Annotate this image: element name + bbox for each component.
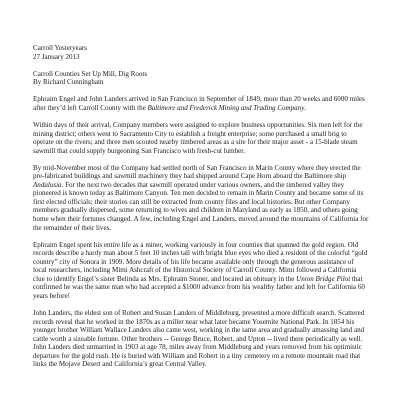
company-name: Baltimore and Frederick Mining and Trading Company [147, 103, 305, 112]
paragraph-3-text: By mid-November most of the Company had settled north of San Francisco in Marin County where they erected the pre-fabricated buildings and sawmill machinery they had shipped around Cape Horn aboard the Baltimore ship [33, 163, 361, 181]
paragraph-4-rest: that confirmed he was the same man who had accepted a $1000 advance from his wealthy father and left for California 60 years before! [33, 274, 365, 300]
date-line: 27 January 2013 [33, 52, 80, 61]
newspaper-name: Union Bridge Pilot [296, 274, 351, 283]
paragraph-1-text: Ephraim Engel and John Landers arrived in San Francisco in September of 1849, more than 20 weeks and 6000 miles after they’d left Carroll County with the [33, 95, 365, 112]
column-name: Carroll Yesteryears [33, 44, 88, 52]
byline: By Richard Cunningham [33, 78, 104, 87]
header-spacer [33, 61, 369, 70]
paragraph-5: John Landers, the eldest son of Robert and Susan Landers of Middleburg, presented a more difficult search. Scattered records reveal that he worked in the 1870s as a miller near what later became Yosemite National Park. In 1854 his younger brother William Wallace Landers also came west, working in the same area and gradually amassing land and cattle worth a sizeable fortune. Other brothers -- George Bruce, Robert, and Upton -- lived there periodically as well. John Landers died unmarried in 1903 at age 78, miles away from Middleburg and years removed from his optimistic departure for the gold rush. He is buried with William and Robert in a tiny cemetery on a remote mountain road that links the Mojave Desert and California’s great Central Valley. [33, 309, 365, 369]
paragraph-3-rest: . For the next two decades that sawmill operated under various owners, and the timbered valley they pioneered is known today as Baltimore Canyon. Ten men decided to remain in Marin County and became some of its first elected officials; their stories can still be extracted from county files and local histories. But other Company members gradually dispersed, some returning to wives and children in Maryland as early as 1850, and others going home when their fortunes changed. A few, including Engel and Landers, moved around the mountains of California for the remainder of their lives. [33, 180, 369, 232]
paragraph-3 [33, 164, 369, 232]
paragraph-1 [33, 95, 369, 112]
header-spacer-2 [33, 87, 369, 96]
paragraph-1-end: . [304, 103, 307, 112]
document [33, 44, 369, 377]
headline: Carroll Counties Set Up Mill, Dig Roots [33, 69, 148, 78]
paragraph-4-text: Ephraim Engel spent his entire life as a miner, working variously in four counties that spanned the gold region. Old records describe a hardy man about 5 feet 10 inches tall with bright blue eyes who died a resident of the colorful “gold country” city of Sonora in 1909. More details of his life became available only through the generous assistance of local researchers, including Mimi Ashcraft of the Historical Society of Carroll County. Mimi followed a California clue to identify Engel’s sister Belinda as Mrs. Ephraim Stoner, and located an obituary in the [33, 240, 368, 283]
paragraph-2: Within days of their arrival, Company members were assigned to explore business opportunities. Six men left for the mining district; others went to Sacramento City to establish a freight enterprise; some purchased a small brig to operate on the rivers; and three men scouted nearby timbered areas as a site for their major asset - a 15-blade steam sawmill that could supply burgeoning San Francisco with fresh-cut lumber. [33, 121, 363, 155]
paragraph-4 [33, 241, 369, 301]
ship-name: Andalusia [33, 180, 62, 189]
